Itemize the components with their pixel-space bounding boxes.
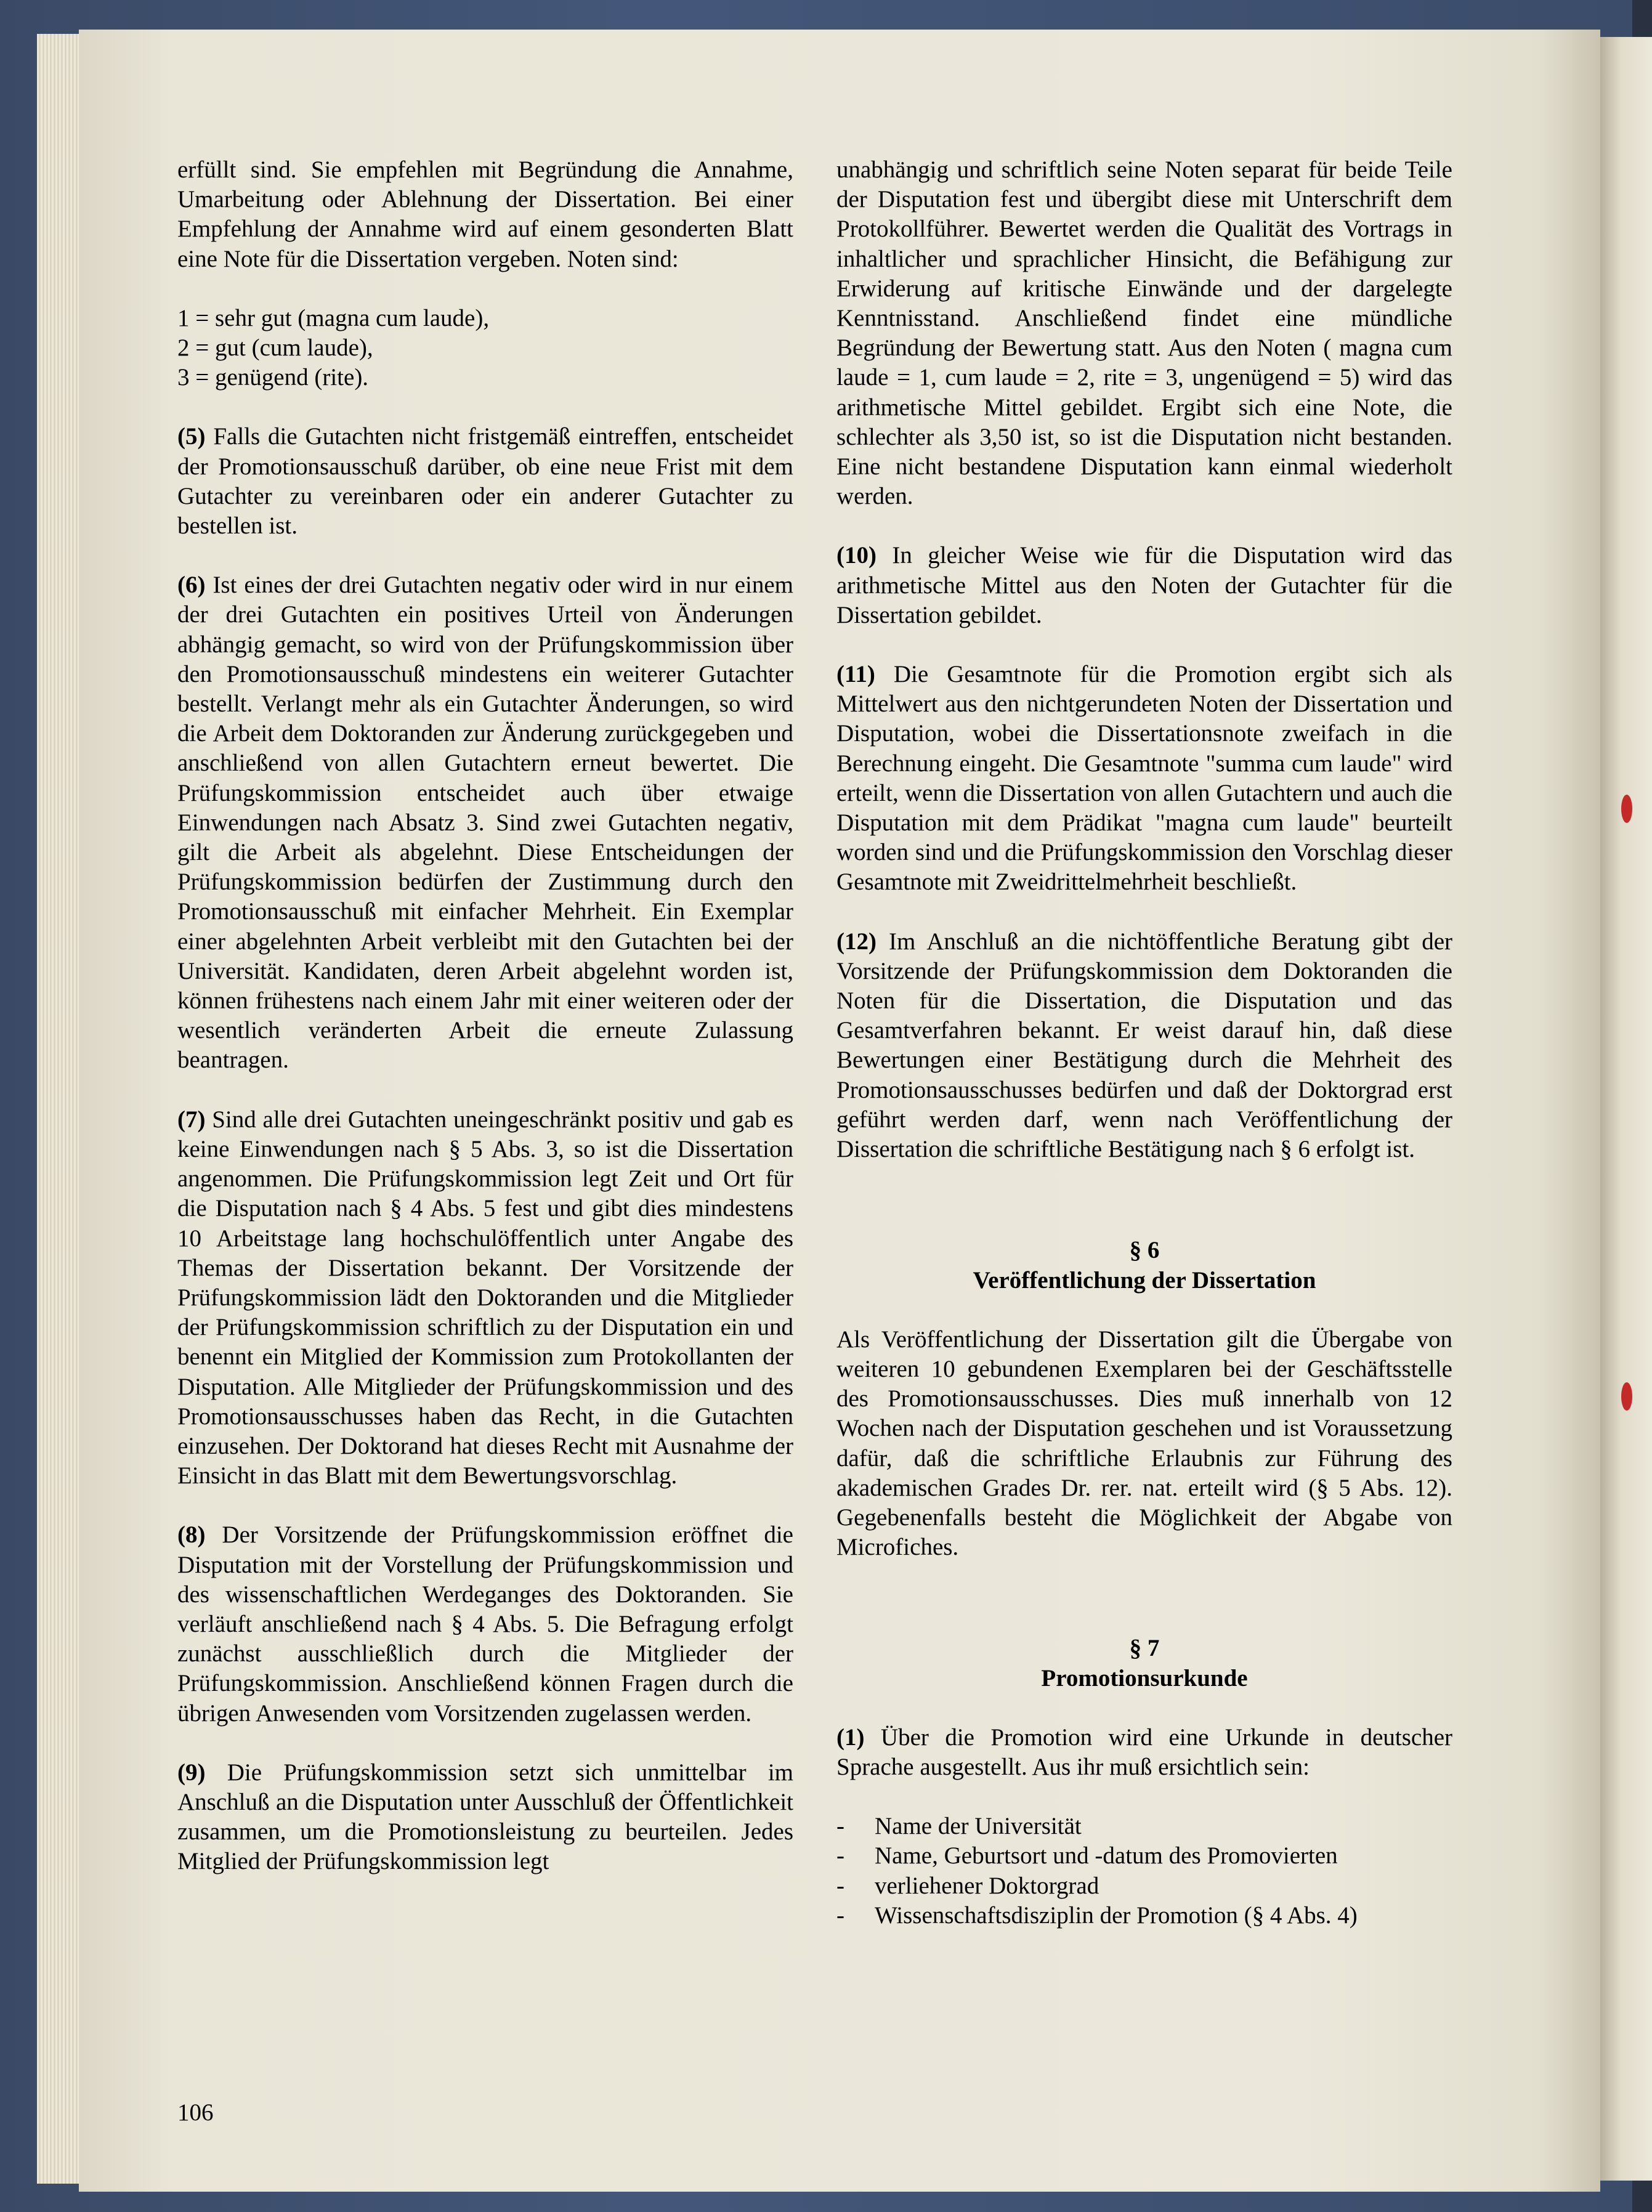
paragraph-text: Die Gesamtnote für die Promotion ergibt sich als Mittelwert aus den nichtgerundeten Noten der Dissertation und Disputation, wobei die Dissertationsnote zweifach in die Berechnung eingeht. Die Gesamtnote "summa cum laude" wird erteilt, wenn die Dissertation von allen Gutachtern und auch die Disputation mit dem Prädikat "magna cum laude" beurteilt worden sind und die Prüfungskommission den Vorschlag dieser Gesamtnote mit Zweidrittelmehrheit beschließt.	[836, 661, 1452, 896]
paragraph-number: (5)	[177, 423, 206, 450]
paragraph: Als Veröffentlichung der Dissertation gilt die Übergabe von weiteren 10 gebundenen Exemplaren bei der Geschäftsstelle des Promotionsausschusses. Dies muß innerhalb von 12 Wochen nach der Disputation geschehen und ist Voraussetzung dafür, daß die schriftliche Erlaubnis zur Führung des akademischen Grades Dr. rer. nat. erteilt wird (§ 5 Abs. 12). Gegebenenfalls besteht die Möglichkeit der Abgabe von Microfiches.	[836, 1326, 1452, 1561]
paragraph-number: (10)	[836, 542, 877, 569]
list-item: - Name der Universität	[836, 1812, 1452, 1841]
paragraph-text: Ist eines der drei Gutachten negativ oder wird in nur einem der drei Gutachten ein positives Urteil von Änderungen abhängig gemacht, so wird von der Prüfungskommission über den Promotionsausschuß mindestens ein weiterer Gutachter bestellt. Verlangt mehr als ein Gutachter Änderungen, so wird die Arbeit dem Doktoranden zur Änderung zurückgegeben und anschließend von allen Gutachtern erneut bewertet. Die Prüfungskommission entscheidet auch über etwaige Einwendungen nach Absatz 3. Sind zwei Gutachten negativ, gilt die Arbeit als abgelehnt. Diese Entscheidungen der Prüfungskommission bedürfen der Zustimmung durch den Promotionsausschuß mit einfacher Mehrheit. Ein Exemplar einer abgelehnten Arbeit verbleibt mit den Gutachten bei der Universität. Kandidaten, deren Arbeit abgelehnt worden ist, können frühestens nach einem Jahr mit einer weiteren oder der wesentlich veränderten Arbeit die erneute Zulassung beantragen.	[177, 572, 793, 1074]
list-dash: -	[836, 1813, 844, 1840]
paragraph-10	[836, 541, 1452, 630]
paragraph-9	[177, 1758, 793, 1877]
list-dash: -	[836, 1872, 844, 1899]
red-tab-marker	[1621, 1382, 1632, 1411]
paragraph-12	[836, 927, 1452, 1165]
paragraph-number: (1)	[836, 1724, 865, 1751]
paragraph-6	[177, 570, 793, 1075]
paragraph-1	[836, 1723, 1452, 1782]
page-number: 106	[177, 2099, 214, 2126]
paragraph-8	[177, 1520, 793, 1728]
right-column	[836, 155, 1452, 1930]
red-tab-marker	[1621, 795, 1632, 823]
paragraph-text: Die Prüfungskommission setzt sich unmittelbar im Anschluß an die Disputation unter Ausschluß der Öffentlichkeit zusammen, um die Promotionsleistung zu beurteilen. Jedes Mitglied der Prüfungskommission legt	[177, 1759, 793, 1875]
paragraph-number: (6)	[177, 572, 206, 599]
grade-line: 1 = sehr gut (magna cum laude),	[177, 304, 490, 331]
paragraph-5	[177, 422, 793, 541]
section-title: Promotionsurkunde	[1041, 1664, 1248, 1691]
paragraph-11	[836, 660, 1452, 897]
grade-line: 3 = genügend (rite).	[177, 364, 369, 391]
paragraph-text: Im Anschluß an die nichtöffentliche Beratung gibt der Vorsitzende der Prüfungskommission dem Doktoranden die Noten für die Dissertation, die Disputation und das Gesamtverfahren bekannt. Er weist darauf hin, daß diese Bewertungen einer Bestätigung durch die Mehrheit des Promotionsausschusses bedürfen und daß der Doktorgrad erst geführt werden darf, wenn nach Veröffentlichung der Dissertation die schriftliche Bestätigung nach § 6 erfolgt ist.	[836, 928, 1452, 1163]
list-item: - Wissenschaftsdisziplin der Promotion (§ 4 Abs. 4)	[836, 1901, 1452, 1930]
paragraph: erfüllt sind. Sie empfehlen mit Begründung die Annahme, Umarbeitung oder Ablehnung der Dissertation. Bei einer Empfehlung der Annahme wird auf einem gesonderten Blatt eine Note für die Dissertation vergeben. Noten sind:	[177, 156, 793, 272]
list-dash: -	[836, 1842, 844, 1870]
paragraph-9-continued: unabhängig und schriftlich seine Noten separat für beide Teile der Disputation fest und übergibt diese mit Unterschrift dem Protokollführer. Bewertet werden die Qualität des Vortrags in inhaltlicher und sprachlicher Hinsicht, die Befähigung zur Erwiderung auf kritische Einwände und der dargelegte Kenntnisstand. Anschließend findet eine mündliche Begründung der Bewertung statt. Aus den Noten ( magna cum laude = 1, cum laude = 2, rite = 3, ungenügend = 5) wird das arithmetische Mittel gebildet. Ergibt sich eine Note, die schlechter als 3,50 ist, so ist die Disputation nicht bestanden. Eine nicht bestandene Disputation kann einmal wiederholt werden.	[836, 156, 1452, 510]
list-item: - Name, Geburtsort und -datum des Promovierten	[836, 1841, 1452, 1871]
paragraph-7	[177, 1105, 793, 1491]
paragraph-text: Der Vorsitzende der Prüfungskommission eröffnet die Disputation mit der Vorstellung der Prüfungskommission und des wissenschaftlichen Werdeganges des Doktoranden. Sie verläuft anschließend nach § 4 Abs. 5. Die Befragung erfolgt zunächst ausschließlich durch die Mitglieder der Prüfungskommission. Anschließend können Fragen durch die übrigen Anwesenden vom Vorsitzenden zugelassen werden.	[177, 1521, 793, 1727]
next-page-edge	[1600, 37, 1652, 2181]
paragraph-text: Über die Promotion wird eine Urkunde in deutscher Sprache ausgestellt. Aus ihr muß ersichtlich sein:	[836, 1724, 1452, 1780]
paragraph-number: (8)	[177, 1521, 206, 1549]
paragraph-number: (9)	[177, 1759, 206, 1786]
section-number: § 6	[1129, 1237, 1160, 1264]
paragraph-text: Sind alle drei Gutachten uneingeschränkt positiv und gab es keine Einwendungen nach § 5 Abs. 3, so ist die Dissertation angenommen. Die Prüfungskommission legt Zeit und Ort für die Disputation nach § 4 Abs. 5 fest und gibt dies mindestens 10 Arbeitstage lang hochschulöffentlich unter Angabe des Themas der Dissertation bekannt. Der Vorsitzende der Prüfungskommission lädt den Doktoranden und die Mitglieder der Prüfungskommission schriftlich zu der Disputation ein und benennt ein Mitglied der Kommission zum Protokollanten der Disputation. Alle Mitglieder der Prüfungskommission und des Promotionsausschusses haben das Recht, in die Gutachten einzusehen. Der Doktorand hat dieses Recht mit Ausnahme der Einsicht in das Blatt mit dem Bewertungsvorschlag.	[177, 1106, 793, 1489]
section-number: § 7	[1129, 1635, 1160, 1662]
page-stack-edge	[37, 34, 80, 2184]
paragraph-number: (11)	[836, 661, 875, 688]
section-title: Veröffentlichung der Dissertation	[973, 1266, 1316, 1294]
paragraph-number: (7)	[177, 1106, 206, 1133]
list-item: - verliehener Doktorgrad	[836, 1871, 1452, 1901]
list-dash: -	[836, 1902, 844, 1929]
left-column	[177, 155, 793, 1877]
paragraph-text: In gleicher Weise wie für die Disputation wird das arithmetische Mittel aus den Noten der Gutachter für die Dissertation gebildet.	[836, 542, 1452, 628]
grade-line: 2 = gut (cum laude),	[177, 334, 373, 362]
paragraph-text: Falls die Gutachten nicht fristgemäß eintreffen, entscheidet der Promotionsausschuß darüber, ob eine neue Frist mit dem Gutachter zu vereinbaren oder ein anderer Gutachter zu bestellen ist.	[177, 423, 793, 540]
paragraph-number: (12)	[836, 928, 877, 955]
